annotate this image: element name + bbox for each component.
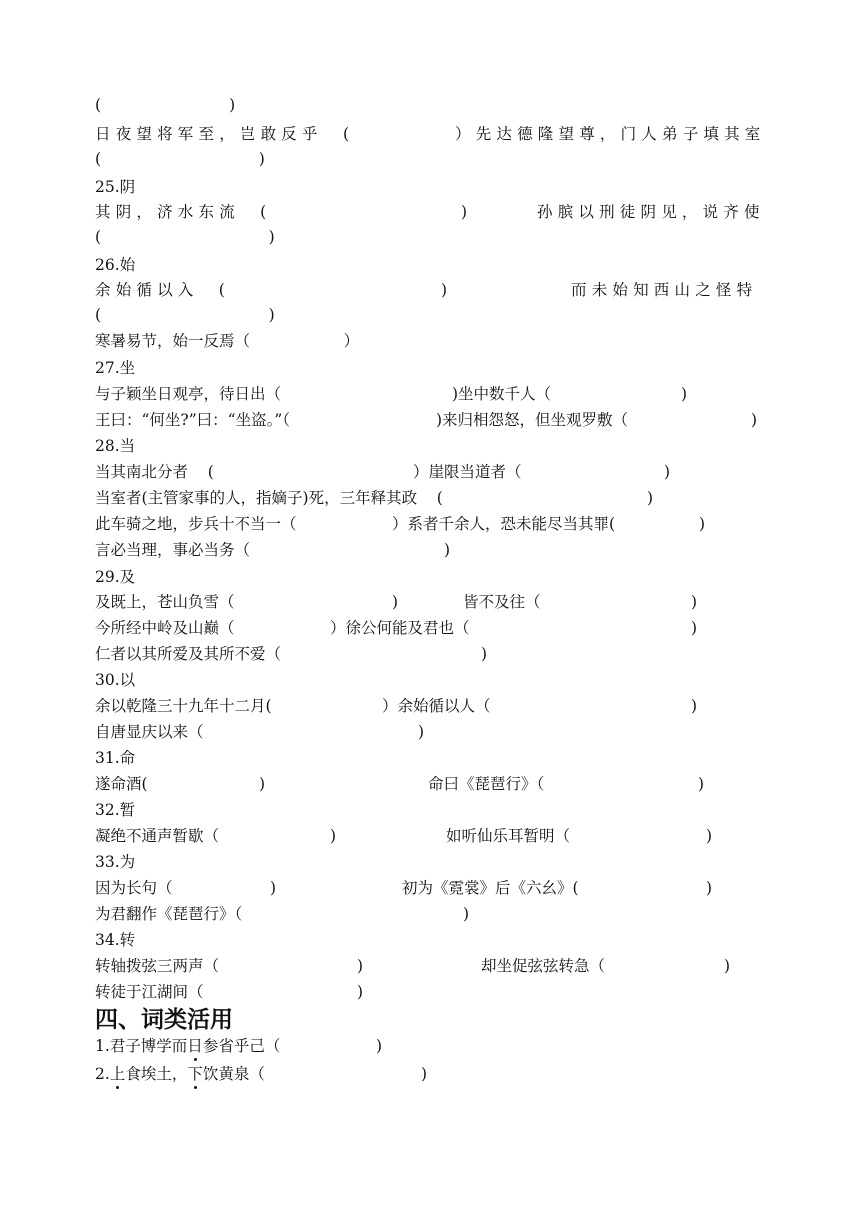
sentence-xi-zhe: ）系者千余人，恐未能尽当其罪( bbox=[392, 515, 616, 533]
paren-close: ) bbox=[461, 203, 468, 221]
sentence-ni-shang: 初为《霓裳》后《六幺》( bbox=[402, 879, 579, 897]
paren-close: ) bbox=[706, 879, 713, 897]
sentence-ya-xian: ）崖限当道者（ bbox=[413, 463, 522, 481]
sentence-ren-zhe: 仁者以其所爱及其所不爱（ bbox=[95, 645, 282, 663]
paren-close: ) bbox=[698, 775, 705, 793]
paren-close: ) bbox=[724, 957, 731, 975]
section-title-27: 27.坐 bbox=[95, 359, 136, 377]
paren-close: ) bbox=[691, 697, 698, 715]
paren-close: ) bbox=[463, 905, 470, 923]
section-heading: 四、词类活用 bbox=[95, 1007, 233, 1033]
question-2 bbox=[95, 1064, 265, 1084]
sentence-ri-guan-ting: 与子颖坐日观亭，待日出（ bbox=[95, 385, 282, 403]
paren-close: ) bbox=[699, 515, 706, 533]
sentence-xi-shan: 而未始知西山之怪特 bbox=[571, 281, 758, 299]
sentence-cang-shan: 及既上，苍山负雪（ bbox=[95, 593, 235, 611]
sentence-bu-ji-wang: 皆不及往（ bbox=[463, 593, 541, 611]
paren-close: ) bbox=[376, 1037, 383, 1055]
paren-close: ) bbox=[259, 775, 266, 793]
section-title-25: 25.阴 bbox=[95, 178, 136, 196]
sentence-fan-zuo: 为君翻作《琵琶行》（ bbox=[95, 905, 243, 923]
sentence-zan-xie: 凝绝不通声暂歇（ bbox=[95, 827, 220, 845]
sentence-zhong-ling: 今所经中岭及山巅（ bbox=[95, 619, 235, 637]
sentence-xian-zhuan: 却坐促弦弦转急（ bbox=[481, 957, 606, 975]
sentence-chang-ju: 因为长句（ bbox=[95, 879, 173, 897]
sentence-han-shu: 寒暑易节，始一反焉（ ） bbox=[95, 332, 360, 350]
paren-close: ) bbox=[270, 879, 277, 897]
question-2-text: 2. bbox=[95, 1065, 110, 1083]
section-title-30: 30.以 bbox=[95, 671, 136, 689]
paren-close: ) bbox=[444, 541, 451, 559]
sentence-de-long: ）先达德隆望尊，门人弟子填其室 bbox=[455, 125, 766, 143]
sentence-che-qi: 此车骑之地，步兵十不当一（ bbox=[95, 515, 297, 533]
paren-close: ) bbox=[392, 593, 399, 611]
sentence-jiang-hu: 转徒于江湖间（ bbox=[95, 983, 204, 1001]
section-title-34: 34.转 bbox=[95, 931, 136, 949]
answer-blank-line: ( ) bbox=[95, 228, 275, 246]
sentence-zuo-zhong: )坐中数千人（ bbox=[452, 385, 552, 403]
paren-close: ) bbox=[691, 593, 698, 611]
section-title-29: 29.及 bbox=[95, 568, 136, 586]
answer-blank-line: ( ) bbox=[95, 306, 275, 324]
question-1 bbox=[95, 1036, 280, 1056]
sentence-ming-yue: 命曰《琵琶行》（ bbox=[428, 775, 545, 793]
paren-close: ) bbox=[441, 281, 448, 299]
sentence-zan-ming: 如听仙乐耳暂明（ bbox=[446, 827, 571, 845]
paren-close: ) bbox=[691, 619, 698, 637]
answer-blank-line: ( ) bbox=[95, 150, 265, 168]
emphasis-char: 上 bbox=[109, 1065, 126, 1083]
paren-close: ) bbox=[681, 385, 688, 403]
paren-close: ) bbox=[706, 827, 713, 845]
paren-close: ) bbox=[664, 463, 671, 481]
section-title-33: 33.为 bbox=[95, 853, 136, 871]
sentence-dang-shi: 当室者(主管家事的人，指嫡子)死，三年释其政 ( bbox=[95, 489, 443, 507]
paren-close: ) bbox=[647, 489, 654, 507]
question-2-text: 食埃土， bbox=[125, 1065, 188, 1083]
section-title-28: 28.当 bbox=[95, 437, 136, 455]
question-1-text: 1.君子博学而 bbox=[95, 1037, 188, 1055]
answer-blank-line: ( ) bbox=[95, 96, 236, 114]
sentence-jiang-jun: 日夜望将军至，岂敢反乎 ( bbox=[95, 125, 355, 143]
sentence-zhuan-zhou: 转轴拨弦三两声（ bbox=[95, 957, 220, 975]
sentence-zuo-dao: 王曰：“何坐?”曰：“坐盗。”（ bbox=[95, 411, 291, 429]
sentence-ming-jiu: 遂命酒( bbox=[95, 775, 148, 793]
sentence-xu-gong: ）徐公何能及君也（ bbox=[330, 619, 470, 637]
section-title-26: 26.始 bbox=[95, 256, 136, 274]
sentence-qian-long: 余以乾隆三十九年十二月( bbox=[95, 697, 272, 715]
question-2-text: 饮黄泉（ bbox=[202, 1065, 265, 1083]
paren-close: ) bbox=[421, 1065, 428, 1083]
sentence-nan-bei: 当其南北分者 ( bbox=[95, 463, 214, 481]
paren-close: ) bbox=[330, 827, 337, 845]
sentence-ji-shui: 其阴，济水东流 ( bbox=[95, 203, 272, 221]
emphasis-char: 日 bbox=[187, 1037, 203, 1055]
sentence-xun-yi-ru: 余始循以入 ( bbox=[95, 281, 231, 299]
sentence-xian-qing: 自唐显庆以来（ bbox=[95, 723, 204, 741]
paren-close: ) bbox=[751, 411, 758, 429]
sentence-xun-yi-ren: ）余始循以人（ bbox=[382, 697, 491, 715]
sentence-yan-bi: 言必当理，事必当务（ bbox=[95, 541, 251, 559]
paren-close: ) bbox=[418, 723, 425, 741]
sentence-sun-bin: 孙膑以刑徒阴见，说齐使 bbox=[537, 203, 765, 221]
paren-close: ) bbox=[357, 983, 364, 1001]
section-title-32: 32.暂 bbox=[95, 801, 136, 819]
sentence-luo-fu: )来归相怨怒，但坐观罗敷（ bbox=[436, 411, 629, 429]
paren-close: ) bbox=[481, 645, 488, 663]
question-1-text: 参省乎己（ bbox=[202, 1037, 281, 1055]
section-title-31: 31.命 bbox=[95, 749, 136, 767]
paren-close: ) bbox=[357, 957, 364, 975]
emphasis-char: 下 bbox=[187, 1065, 203, 1083]
